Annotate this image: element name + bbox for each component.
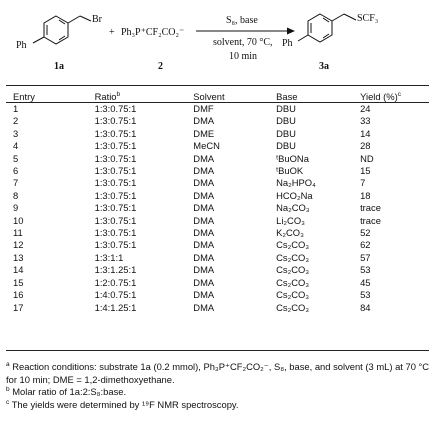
- cell-base: Cs₂CO₃: [276, 239, 310, 251]
- cell-ratio: 1:3:0.75:1: [94, 115, 137, 127]
- cell-base: DBU: [276, 140, 296, 152]
- cell-yield: trace: [360, 214, 381, 226]
- ring-3a: [308, 14, 332, 42]
- cell-ratio: 1:3:0.75:1: [94, 103, 137, 114]
- table-row: [6, 252, 429, 264]
- cell-base: Cs₂CO₃: [276, 301, 310, 313]
- leaving-group-label: Br: [92, 14, 102, 25]
- cell-ratio: 1:3:0.75:1: [94, 140, 137, 152]
- cell-yield: 18: [360, 189, 371, 201]
- cell-yield: 24: [360, 103, 371, 114]
- cell-yield: 53: [360, 264, 371, 276]
- cell-yield: 45: [360, 276, 371, 288]
- cell-ratio: 1:3:0.75:1: [94, 177, 137, 189]
- footnote-c: $^c$ The yields were determined by ¹⁹F NMR spectroscopy.: [6, 398, 239, 410]
- cell-solvent: DMA: [193, 214, 215, 226]
- cell-base: Na₂HPO₄: [276, 177, 316, 189]
- cell-solvent: DMA: [193, 227, 215, 239]
- table-row: [6, 277, 429, 289]
- footnote-a: $^a$ Reaction conditions: substrate 1a (0.2 mmol), Ph₃P⁺CF₂CO₂⁻, S₈, base, and solvent (3 mL) at 70 °C for 10 min; DME = 1,2-dimethoxyethane.: [6, 360, 430, 385]
- cell-entry: 5: [13, 152, 19, 164]
- table-row: [6, 103, 429, 115]
- cell-entry: 7: [13, 177, 19, 189]
- arrow-conditions-top: S₈, base: [226, 15, 258, 26]
- ring-1a: [44, 16, 68, 44]
- cell-yield: 84: [360, 301, 371, 313]
- compound-label-3a: 3a: [319, 61, 329, 72]
- cell-ratio: 1:3:0.75:1: [94, 214, 137, 226]
- footnote-b: $^b$ Molar ratio of 1a:2:S₈:base.: [6, 386, 127, 398]
- cell-ratio: 1:3:0.75:1: [94, 189, 137, 201]
- table-row: [6, 264, 429, 276]
- arrow-conditions-bottom-2: 10 min: [229, 51, 258, 62]
- cell-ratio: 1:3:0.75:1: [94, 127, 137, 139]
- cell-solvent: DMF: [193, 103, 214, 114]
- cell-ratio: 1:3:0.75:1: [94, 152, 137, 164]
- cell-solvent: DMA: [193, 301, 215, 313]
- header-solvent: Solvent: [193, 90, 225, 102]
- table-row: [6, 227, 429, 239]
- compound-label-2: 2: [158, 61, 163, 72]
- table-row: [6, 153, 429, 165]
- cell-entry: 9: [13, 202, 19, 214]
- table-row: [6, 302, 429, 314]
- phenyl-label-3a: Ph: [282, 38, 293, 49]
- table-row: [6, 239, 429, 251]
- table-bottom-rule: [6, 350, 429, 351]
- plus-sign: +: [109, 27, 115, 38]
- cell-yield: 53: [360, 289, 371, 301]
- cell-entry: 11: [13, 227, 23, 239]
- cell-solvent: DMA: [193, 165, 215, 177]
- cell-base: Cs₂CO₃: [276, 251, 310, 263]
- cell-entry: 8: [13, 189, 19, 201]
- cell-entry: 3: [13, 127, 19, 139]
- cell-base: ᵗBuONa: [276, 152, 309, 164]
- cell-solvent: DMA: [193, 115, 215, 127]
- table-row: [6, 165, 429, 177]
- table-row: [6, 215, 429, 227]
- table-row: [6, 190, 429, 202]
- cell-ratio: 1:3:0.75:1: [94, 227, 137, 239]
- cell-entry: 6: [13, 165, 19, 177]
- optimization-table: [6, 89, 429, 314]
- header-ratio-footnote-mark: b: [116, 90, 121, 98]
- cell-ratio: 1:4:0.75:1: [94, 289, 137, 301]
- cell-base: Cs₂CO₃: [276, 289, 310, 301]
- cell-yield: 28: [360, 140, 371, 152]
- cell-entry: 13: [13, 251, 24, 263]
- cell-entry: 4: [13, 140, 19, 152]
- cell-yield: trace: [360, 202, 381, 214]
- cell-entry: 1: [13, 103, 19, 114]
- table-row: [6, 140, 429, 152]
- table-footnotes: [6, 361, 431, 411]
- cell-solvent: DMA: [193, 202, 215, 214]
- cell-ratio: 1:3:0.75:1: [94, 165, 137, 177]
- cell-base: Cs₂CO₃: [276, 276, 310, 288]
- product-group-label: SCF₃: [357, 13, 379, 24]
- table-row: [6, 177, 429, 189]
- header-yield: Yield (%)$^c$: [360, 90, 402, 102]
- header-base: Base: [276, 90, 298, 102]
- cell-yield: 62: [360, 239, 371, 251]
- cell-base: DBU: [276, 103, 296, 114]
- cell-entry: 16: [13, 289, 24, 301]
- cell-yield: 14: [360, 127, 371, 139]
- reagent-label: Ph₃P⁺CF₂CO₂⁻: [121, 27, 185, 38]
- cell-yield: ND: [360, 152, 374, 164]
- cell-base: DBU: [276, 115, 296, 127]
- cell-base: Li₂CO₃: [276, 214, 305, 226]
- cell-entry: 15: [13, 276, 24, 288]
- cell-solvent: DMA: [193, 289, 215, 301]
- reaction-scheme: [0, 0, 435, 86]
- table-top-rule: [6, 85, 429, 86]
- cell-base: DBU: [276, 127, 296, 139]
- cell-ratio: 1:3:1:1: [94, 251, 124, 263]
- cell-yield: 7: [360, 177, 366, 189]
- cell-ratio: 1:2:0.75:1: [94, 276, 137, 288]
- header-yield-footnote-mark: c: [397, 90, 402, 98]
- cell-ratio: 1:3:0.75:1: [94, 202, 137, 214]
- table-row: [6, 289, 429, 301]
- cell-entry: 17: [13, 301, 24, 313]
- cell-entry: 10: [13, 214, 24, 226]
- cell-solvent: DMA: [193, 264, 215, 276]
- cell-base: Cs₂CO₃: [276, 264, 310, 276]
- cell-solvent: DMA: [193, 276, 215, 288]
- table-body: [6, 103, 429, 314]
- table-row: [6, 128, 429, 140]
- cell-base: HCO₂Na: [276, 189, 313, 201]
- cell-yield: 15: [360, 165, 371, 177]
- cell-solvent: DMA: [193, 152, 215, 164]
- cell-ratio: 1:3:1.25:1: [94, 264, 137, 276]
- header-ratio: Ratio$^b$: [94, 90, 121, 102]
- cell-solvent: DMA: [193, 239, 215, 251]
- arrow-conditions-bottom-1: solvent, 70 °C,: [213, 37, 273, 48]
- cell-yield: 57: [360, 251, 371, 263]
- header-entry: Entry: [13, 90, 35, 102]
- cell-solvent: MeCN: [193, 140, 220, 152]
- cell-base: K₂CO₃: [276, 227, 304, 239]
- cell-solvent: DMA: [193, 177, 215, 189]
- cell-solvent: DME: [193, 127, 215, 139]
- cell-base: ᵗBuOK: [276, 165, 304, 177]
- table-row: [6, 202, 429, 214]
- table-header-row: [6, 89, 429, 103]
- cell-yield: 52: [360, 227, 371, 239]
- table-row: [6, 115, 429, 127]
- cell-entry: 2: [13, 115, 19, 127]
- arrow-head: [287, 28, 295, 35]
- phenyl-label-1a: Ph: [16, 40, 27, 51]
- cell-base: Na₂CO₃: [276, 202, 310, 214]
- cell-ratio: 1:3:0.75:1: [94, 239, 137, 251]
- cell-ratio: 1:4:1.25:1: [94, 301, 137, 313]
- cell-yield: 33: [360, 115, 371, 127]
- compound-label-1a: 1a: [54, 61, 64, 72]
- cell-solvent: DMA: [193, 251, 215, 263]
- cell-entry: 12: [13, 239, 24, 251]
- cell-solvent: DMA: [193, 189, 215, 201]
- cell-entry: 14: [13, 264, 24, 276]
